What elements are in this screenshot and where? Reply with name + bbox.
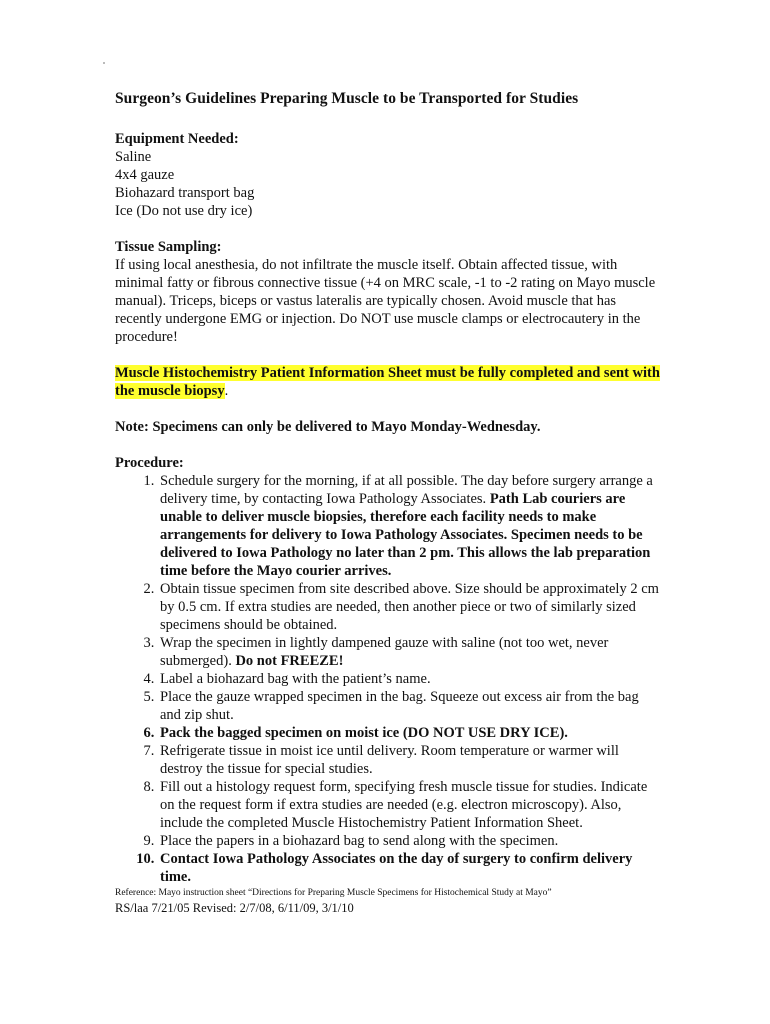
equipment-item: Saline [115,149,152,165]
equipment-heading: Equipment Needed: [115,131,239,147]
step-1-bold-text: Path Lab couriers are unable to deliver muscle biopsies, therefore each facility needs to make arrangements for delivery to Iowa Pathology Associates. Specimen needs to be delivered to Iowa Pathology no later than 2 pm. This allows the lab preparation time before the Mayo courier arrives. [160,491,651,579]
equipment-item: Biohazard transport bag [115,185,255,201]
procedure-list [115,472,660,886]
document-page [115,90,660,916]
procedure-step-7: 7. Refrigerate tissue in moist ice until delivery. Room temperature or warmer will destroy the tissue for special studies. [158,742,660,778]
step-3-text: Wrap the specimen in lightly dampened gauze with saline (not too wet, never submerged). [160,635,609,669]
delivery-note: Note: Specimens can only be delivered to Mayo Monday-Wednesday. [115,419,541,435]
procedure-step-1 [158,472,660,580]
tissue-heading: Tissue Sampling: [115,239,222,255]
highlight-text: Muscle Histochemistry Patient Information Sheet must be fully completed and sent with the muscle biopsy [115,365,660,399]
procedure-step-3 [158,634,660,670]
reference-line: Reference: Mayo instruction sheet “Directions for Preparing Muscle Specimens for Histochemical Study at Mayo” [115,888,552,898]
procedure-step-2: 2. Obtain tissue specimen from site described above. Size should be approximately 2 cm by 0.5 cm. If extra studies are needed, then another piece or two of similarly sized specimens should be obtained. [158,580,660,634]
step-3-bold-text: Do not FREEZE! [235,653,344,669]
revision-line: RS/laa 7/21/05 Revised: 2/7/08, 6/11/09, 3/1/10 [115,901,354,915]
procedure-step-10: 10. Contact Iowa Pathology Associates on the day of surgery to confirm delivery time. [158,850,660,886]
tissue-text: If using local anesthesia, do not infiltrate the muscle itself. Obtain affected tissue, with minimal fatty or fibrous connective tissue (+4 on MRC scale, -1 to -2 rating on Mayo muscle manual). Triceps, biceps or vastus lateralis are typically chosen. Avoid muscle that has recently undergone EMG or injection. Do NOT use muscle clamps or electrocautery in the procedure! [115,257,656,345]
procedure-step-5: 5. Place the gauze wrapped specimen in the bag. Squeeze out excess air from the bag and zip shut. [158,688,660,724]
highlight-notice [115,364,660,400]
procedure-step-6: 6. Pack the bagged specimen on moist ice (DO NOT USE DRY ICE). [158,724,660,742]
procedure-step-9: 9. Place the papers in a biohazard bag to send along with the specimen. [158,832,660,850]
equipment-item: Ice (Do not use dry ice) [115,203,253,219]
procedure-step-8: 8. Fill out a histology request form, specifying fresh muscle tissue for studies. Indicate on the request form if extra studies are needed (e.g. electron microscopy). Also, include the completed Muscle Histochemistry Patient Information Sheet. [158,778,660,832]
step-1-text: Schedule surgery for the morning, if at all possible. The day before surgery arrange a delivery time, by contacting Iowa Pathology Associates. [160,473,653,507]
document-title: Surgeon’s Guidelines Preparing Muscle to be Transported for Studies [115,90,579,107]
procedure-heading: Procedure: [115,455,184,471]
procedure-step-4: 4. Label a biohazard bag with the patient’s name. [158,670,660,688]
highlight-period: . [224,383,229,399]
scan-speck [103,62,105,64]
equipment-item: 4x4 gauze [115,167,175,183]
